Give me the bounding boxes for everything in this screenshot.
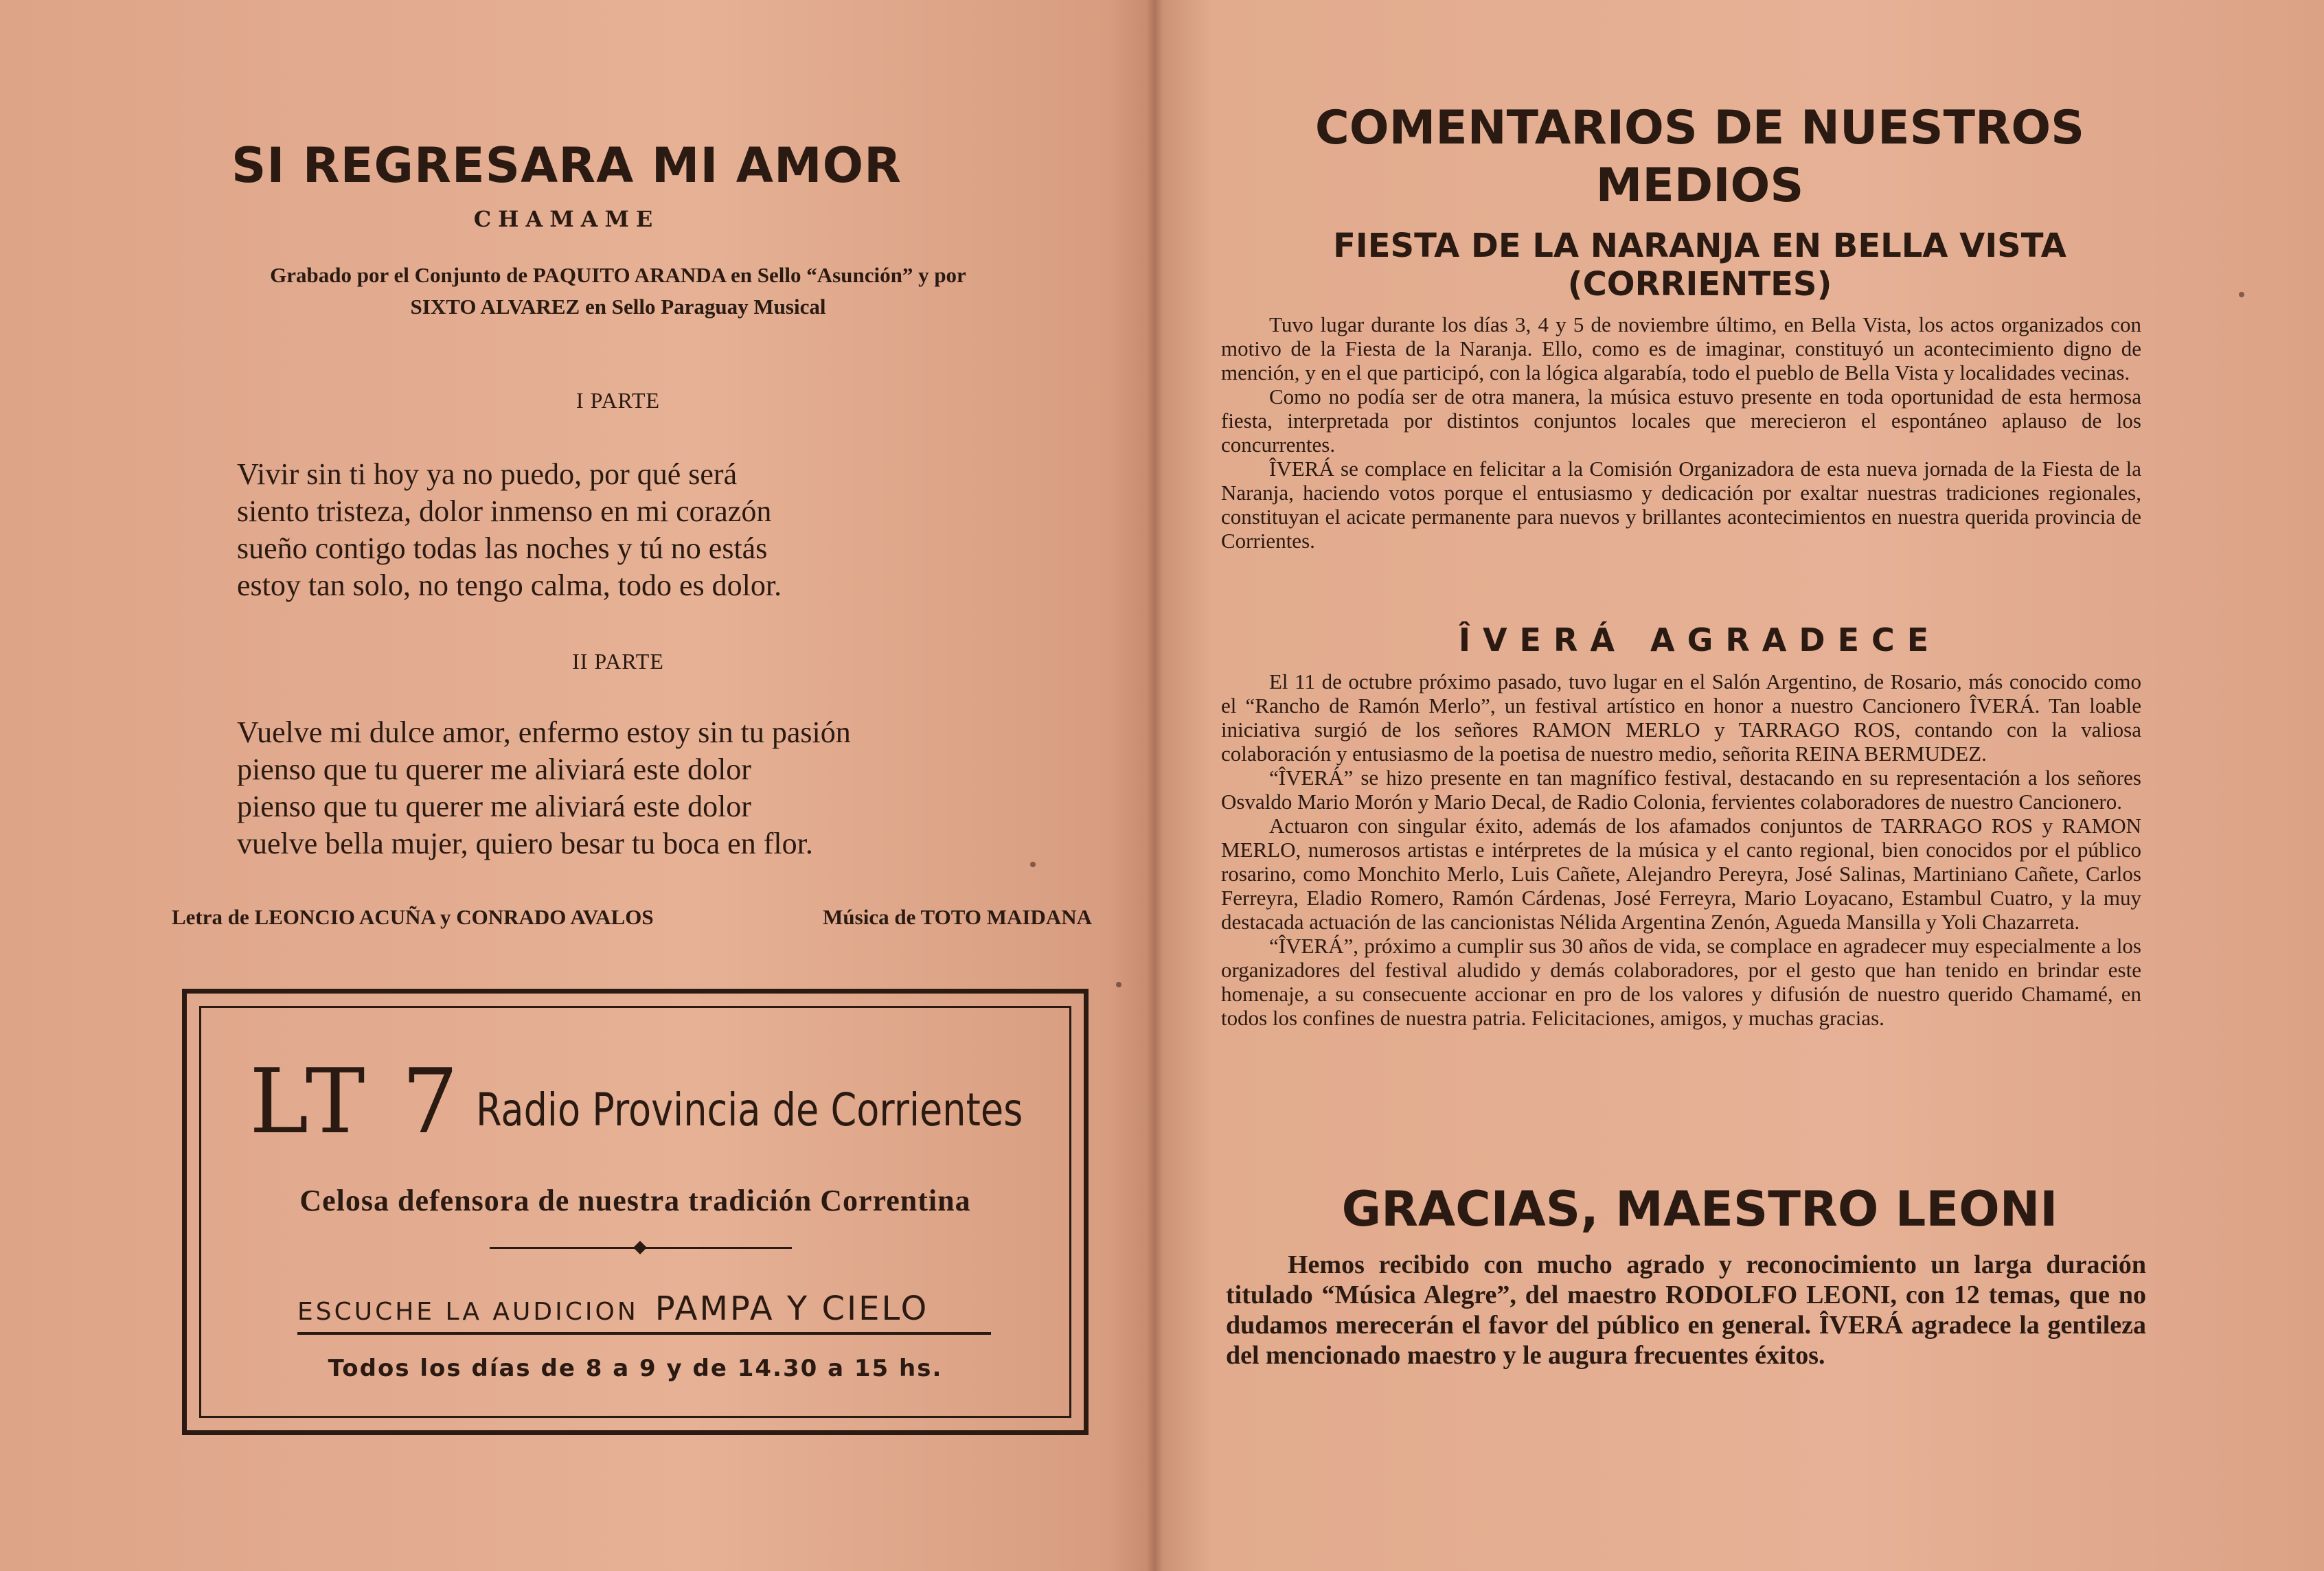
paragraph: Hemos recibido con mucho agrado y reconocimiento un larga duración titulado “Música Alegre”, del maestro RODOLFO LEONI, con 12 temas, que no dudamos merecerán el favor del público en general. ÎVERÁ agradece la gentileza del mencionado maestro y le augura frecuentes éxitos. — [1226, 1250, 2146, 1370]
diamond-ornament-icon — [633, 1241, 647, 1254]
lyric-line: estoy tan solo, no tengo calma, todo es dolor. — [237, 569, 782, 602]
lyric-line: pienso que tu querer me aliviará este dolor — [237, 753, 751, 786]
article-1-heading-line: (CORRIENTES) — [1567, 265, 1832, 303]
ad-callsign: LT 7 — [249, 1049, 463, 1154]
article-3-heading: GRACIAS, MAESTRO LEONI — [1341, 1181, 2058, 1237]
lyric-line: siento tristeza, dolor inmenso en mi corazón — [237, 494, 772, 528]
section-heading-line: COMENTARIOS DE NUESTROS — [1314, 101, 2085, 155]
ad-program-name: PAMPA Y CIELO — [654, 1289, 929, 1328]
paragraph: Como no podía ser de otra manera, la música estuvo presente en toda oportunidad de esta hermosa fiesta, interpretada por distintos conjuntos locales que merecieron el espontáneo aplauso de los concurrentes. — [1221, 385, 2141, 457]
recording-credits-line: Grabado por el Conjunto de PAQUITO ARANDA en Sello “Asunción” y por — [270, 263, 966, 287]
lyric-line: Vivir sin ti hoy ya no puedo, por qué será — [237, 457, 738, 491]
song-credits — [172, 905, 1092, 930]
lyrics-credit: Letra de LEONCIO ACUÑA y CONRADO AVALOS — [172, 905, 654, 929]
ad-tagline: Celosa defensora de nuestra tradición Correntina — [299, 1184, 971, 1217]
ink-speck — [2239, 292, 2244, 297]
lyric-line: vuelve bella mujer, quiero besar tu boca en flor. — [237, 827, 813, 860]
lyric-line: Vuelve mi dulce amor, enfermo estoy sin tu pasión — [237, 715, 851, 749]
article-2-body — [1221, 669, 2141, 1030]
paragraph: “ÎVERÁ”, próximo a cumplir sus 30 años de vida, se complace en agradecer muy especialmente a los organizadores del festival aludido y demás colaboradores, por el gesto que han tenido en brindar este homenaje, a su consecuente accionar en pro de los valores y difusión de nuestro querido Chamamé, en todos los confines de nuestra patria. Felicitaciones, amigos, y muchas gracias. — [1221, 934, 2141, 1030]
paragraph: “ÎVERÁ” se hizo presente en tan magnífico festival, destacando en su representación a los señores Osvaldo Mario Morón y Mario Decal, de Radio Colonia, fervientes colaboradores de nuestro Cancionero. — [1221, 766, 2141, 814]
ad-underline — [297, 1332, 991, 1335]
ad-hours: Todos los días de 8 a 9 y de 14.30 a 15 hs. — [328, 1355, 943, 1382]
paragraph: Tuvo lugar durante los días 3, 4 y 5 de noviembre último, en Bella Vista, los actos organizados con motivo de la Fiesta de la Naranja. Ello, como es de imaginar, constituyó un acontecimiento digno de mención, y en el que participó, con la lógica algarabía, todo el pueblo de Bella Vista y localidades vecinas. — [1221, 312, 2141, 385]
page-gutter — [1147, 0, 1163, 1571]
section-heading-line: MEDIOS — [1595, 159, 1804, 213]
paragraph: El 11 de octubre próximo pasado, tuvo lugar en el Salón Argentino, de Rosario, más conocido como el “Rancho de Ramón Merlo”, un festival artístico en honor a nuestro Cancionero ÎVERÁ. Tan loable iniciativa surgió de los señores RAMON MERLO y TARRAGO ROS, contando con la valiosa colaboración y entusiasmo de la poetisa de nuestro medio, señorita REINA BERMUDEZ. — [1221, 669, 2141, 766]
recording-credits-line: SIXTO ALVAREZ en Sello Paraguay Musical — [410, 295, 826, 319]
part-2-lyrics — [237, 714, 1061, 862]
song-genre: CHAMAME — [473, 206, 660, 232]
paragraph: ÎVERÁ se complace en felicitar a la Comisión Organizadora de esta nueva jornada de la Fiesta de la Naranja, haciendo votos porque el entusiasmo y dedicación por exaltar nuestras tradiciones regionales, constituyan el acicate permanente para nuevos y brillantes acontecimientos en nuestra querida provincia de Corrientes. — [1221, 457, 2141, 553]
radio-advertisement — [182, 989, 1089, 1435]
section-heading — [1229, 100, 2170, 215]
recording-credits — [137, 260, 1099, 323]
article-3-body — [1226, 1250, 2146, 1371]
article-2-heading: ÎVERÁ AGRADECE — [1458, 621, 1941, 658]
lyric-line: sueño contigo todas las noches y tú no estás — [237, 531, 768, 565]
lyric-line: pienso que tu querer me aliviará este dolor — [237, 790, 751, 823]
paragraph: Actuaron con singular éxito, además de los afamados conjuntos de TARRAGO ROS y RAMON MERLO, numerosos artistas e intérpretes de la música y el canto regional, bien conocidos por el público rosarino, como Monchito Merlo, Luis Cañete, Alejandro Pereyra, José Salinas, Martiniano Cañete, Carlos Ferreyra, Eladio Romero, Ramón Cárdenas, José Ferreyra, Mario Loyacano, Estambul Cuatro, y la muy destacada actuación de las cancionistas Nélida Argentina Zenón, Agueda Mansilla y Yoli Chazarreta. — [1221, 814, 2141, 934]
part-2-label: II PARTE — [572, 649, 664, 674]
article-1-body — [1221, 312, 2141, 553]
part-1-label: I PARTE — [576, 388, 661, 413]
ad-station-name: Radio Provincia de Corrientes — [476, 1083, 1023, 1136]
ad-inner-frame — [199, 1006, 1071, 1418]
ink-speck — [1116, 982, 1121, 987]
song-title: SI REGRESARA MI AMOR — [231, 137, 902, 194]
part-1-lyrics — [237, 456, 1061, 604]
article-1-heading — [1229, 227, 2170, 303]
ad-listen-prefix: ESCUCHE LA AUDICION — [297, 1298, 639, 1326]
ink-speck — [1030, 862, 1036, 867]
article-1-heading-line: FIESTA DE LA NARANJA EN BELLA VISTA — [1333, 227, 2066, 265]
ad-listen-line — [297, 1289, 929, 1328]
left-page — [0, 0, 1154, 1571]
music-credit: Música de TOTO MAIDANA — [823, 905, 1092, 929]
